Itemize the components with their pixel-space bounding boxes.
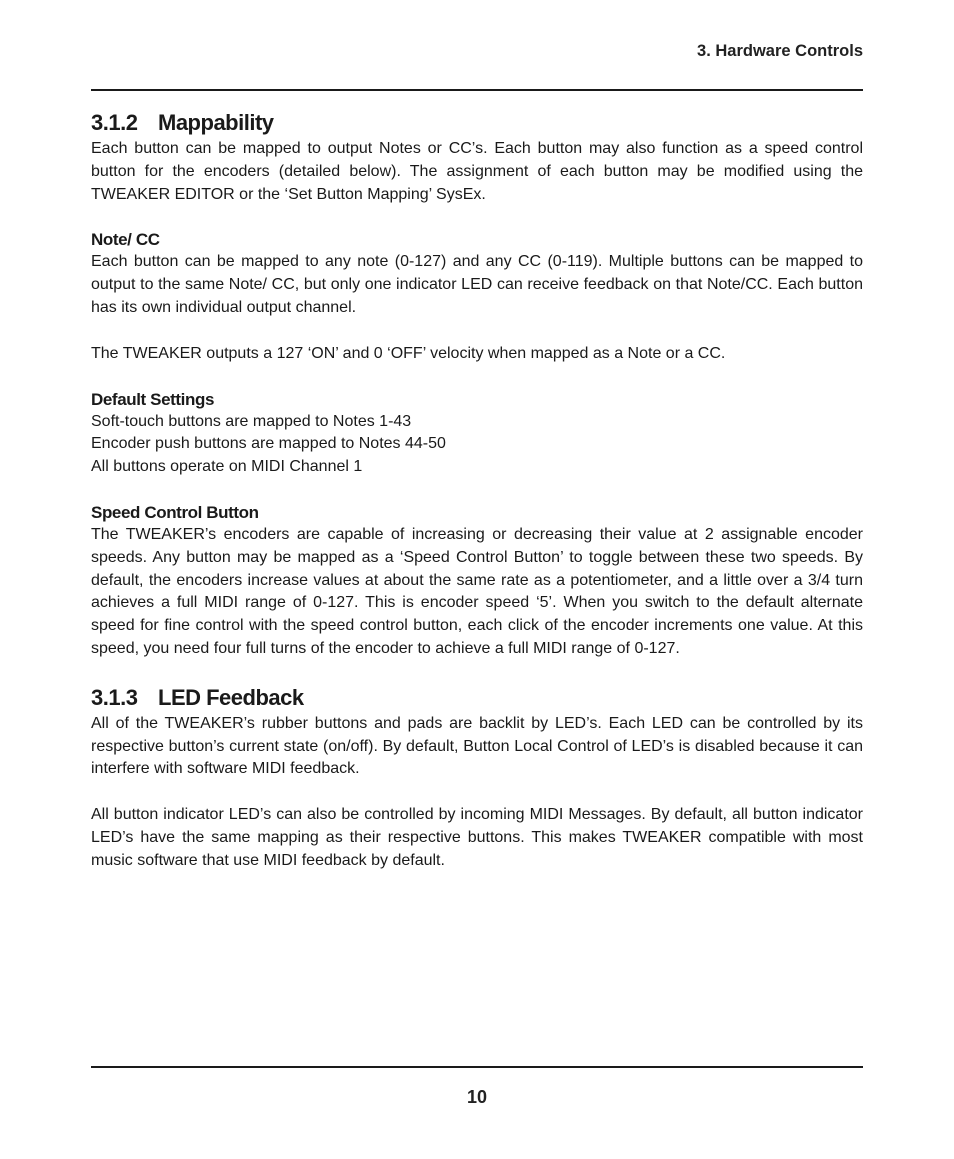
subheading-speed-control: Speed Control Button bbox=[91, 502, 259, 522]
header-rule bbox=[91, 89, 863, 91]
section-heading-mappability bbox=[91, 108, 863, 138]
page-content bbox=[91, 108, 863, 873]
list-item: All buttons operate on MIDI Channel 1 bbox=[91, 458, 363, 476]
running-header: 3. Hardware Controls bbox=[697, 42, 863, 60]
page-number: 10 bbox=[466, 1087, 488, 1107]
list-item: Soft-touch buttons are mapped to Notes 1-43 bbox=[91, 412, 412, 430]
section-title: LED Feedback bbox=[158, 684, 304, 710]
led-feedback-paragraph-2: All button indicator LED’s can also be controlled by incoming MIDI Messages. By default, all button indicator LED’s have the same mapping as their respective buttons. This makes TWEAKER compatible with most music software that use MIDI feedback by default. bbox=[91, 806, 863, 869]
speed-control-paragraph: The TWEAKER’s encoders are capable of increasing or decreasing their value at 2 assignable encoder speeds. Any button may be mapped as a ‘Speed Control Button’ to toggle between these two speeds. By default, the encoders increase values at about the same rate as a potentiometer, and a little over a 3/4 turn achieves a full MIDI range of 0-127. This is encoder speed ‘5’. When you switch to the default alternate speed for fine control with the speed control button, each click of the encoder increments one value. At this speed, you need four full turns of the encoder to achieve a full MIDI range of 0-127. bbox=[91, 525, 863, 657]
list-item: Encoder push buttons are mapped to Notes 44-50 bbox=[91, 435, 446, 453]
section-heading-led-feedback bbox=[91, 683, 863, 713]
note-cc-paragraph-2: The TWEAKER outputs a 127 ‘ON’ and 0 ‘OFF’ velocity when mapped as a Note or a CC. bbox=[91, 344, 726, 362]
section-title: Mappability bbox=[158, 110, 274, 135]
section-number: 3.1.2 bbox=[91, 110, 138, 135]
subheading-default-settings: Default Settings bbox=[91, 389, 215, 409]
mappability-intro: Each button can be mapped to output Notes or CC’s. Each button may also function as a speed control button for the encoders (detailed below). The assignment of each button may be modified using the TWEAKER EDITOR or the ‘Set Button Mapping’ SysEx. bbox=[91, 140, 863, 203]
footer-rule bbox=[91, 1066, 863, 1068]
led-feedback-paragraph-1: All of the TWEAKER’s rubber buttons and pads are backlit by LED’s. Each LED can be controlled by its respective button’s current state (on/off). By default, Button Local Control of LED’s is disabled because it can interfere with software MIDI feedback. bbox=[91, 714, 863, 778]
subheading-note-cc: Note/ CC bbox=[91, 230, 160, 250]
default-settings-list bbox=[91, 411, 863, 479]
section-number: 3.1.3 bbox=[91, 684, 138, 710]
note-cc-paragraph-1: Each button can be mapped to any note (0-127) and any CC (0-119). Multiple buttons can be mapped to output to the same Note/ CC, but only one indicator LED can receive feedback on that Note/CC. Each button has its own individual output channel. bbox=[91, 253, 863, 316]
